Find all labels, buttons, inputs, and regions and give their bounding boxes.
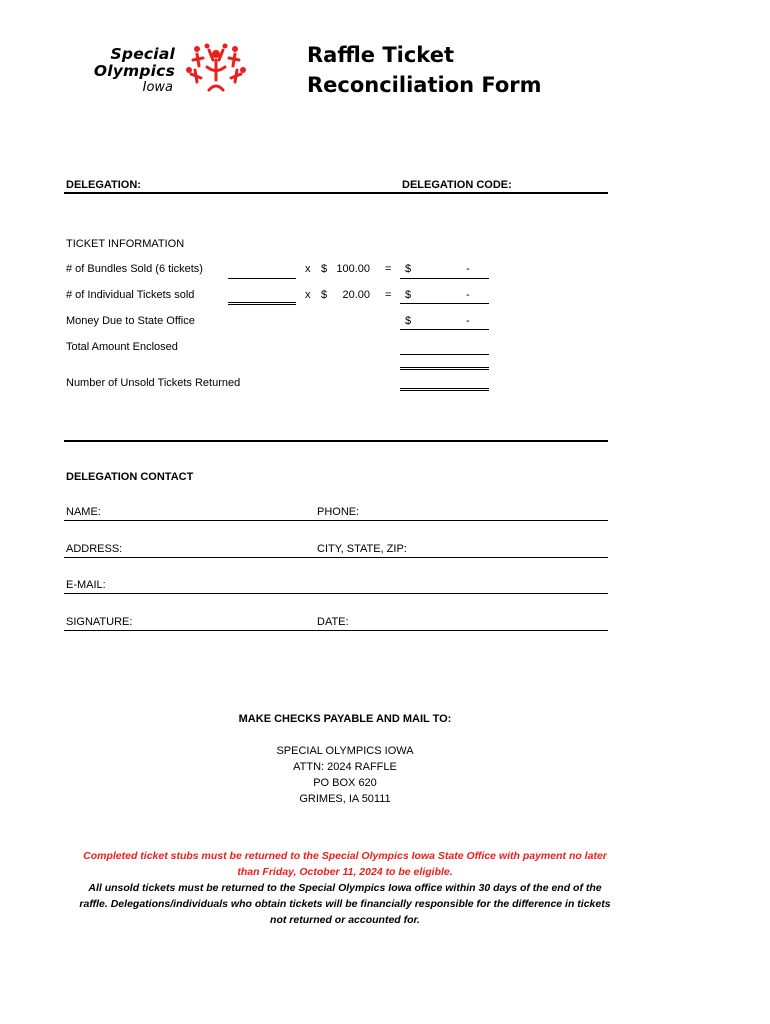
logo-region: Iowa <box>142 80 173 95</box>
individual-result-line <box>400 303 489 304</box>
unsold-returned-input[interactable] <box>400 388 489 391</box>
logo-text <box>80 46 175 95</box>
page-title <box>307 40 542 100</box>
deadline-notice <box>0 848 690 928</box>
email-field-line[interactable] <box>64 593 608 594</box>
individual-currency: $ <box>321 289 328 301</box>
name-phone-field-line[interactable] <box>64 520 608 521</box>
bundles-currency: $ <box>321 263 328 275</box>
mail-line-2: ATTN: 2024 RAFFLE <box>293 761 397 773</box>
total-enclosed-label: Total Amount Enclosed <box>66 341 178 353</box>
title-line-2: Reconciliation Form <box>307 73 542 97</box>
title-line-1: Raffle Ticket <box>307 43 454 67</box>
individual-equals-sign: = <box>385 289 392 301</box>
bundles-sold-label: # of Bundles Sold (6 tickets) <box>66 263 203 275</box>
bundles-multiply-sign: x <box>305 263 311 275</box>
signature-date-field-line[interactable] <box>64 630 608 631</box>
unsold-note-line-3: not returned or accounted for. <box>270 914 420 926</box>
individual-result-currency: $ <box>405 289 412 301</box>
delegation-label: DELEGATION: <box>66 179 141 191</box>
bundles-sold-input[interactable] <box>228 278 296 279</box>
address-label: ADDRESS: <box>66 543 123 555</box>
money-due-value: - <box>466 315 470 327</box>
total-enclosed-input[interactable] <box>400 367 489 370</box>
mail-line-3: PO BOX 620 <box>313 777 377 789</box>
bundles-result-line <box>400 278 489 279</box>
contact-heading: DELEGATION CONTACT <box>66 471 194 483</box>
mail-line-4: GRIMES, IA 50111 <box>299 793 391 805</box>
individual-result-value: - <box>466 289 470 301</box>
bundles-result-value: - <box>466 263 470 275</box>
individual-tickets-label: # of Individual Tickets sold <box>66 289 195 301</box>
delegation-code-label: DELEGATION CODE: <box>402 179 512 191</box>
name-label: NAME: <box>66 506 101 518</box>
ticket-info-heading: TICKET INFORMATION <box>66 238 185 250</box>
logo-word-olympics: Olympics <box>93 62 175 80</box>
individual-tickets-input[interactable] <box>228 302 296 305</box>
mail-address <box>0 743 690 807</box>
bundles-result-currency: $ <box>405 263 412 275</box>
date-label: DATE: <box>317 616 349 628</box>
mail-heading: MAKE CHECKS PAYABLE AND MAIL TO: <box>238 713 452 725</box>
signature-label: SIGNATURE: <box>66 616 133 628</box>
individual-multiply-sign: x <box>305 289 311 301</box>
city-state-zip-label: CITY, STATE, ZIP: <box>317 543 407 555</box>
money-due-line <box>400 329 489 330</box>
unsold-note-line-1: All unsold tickets must be returned to the Special Olympics Iowa office within 30 days of the end of the <box>88 882 602 894</box>
total-enclosed-topline <box>400 354 489 355</box>
logo-word-special: Special <box>110 45 175 63</box>
delegation-field-line[interactable] <box>64 192 608 194</box>
money-due-label: Money Due to State Office <box>66 315 195 327</box>
section-divider <box>64 440 608 442</box>
money-due-currency: $ <box>405 315 412 327</box>
deadline-line-1: Completed ticket stubs must be returned to the Special Olympics Iowa State Office with payment no later <box>83 850 607 862</box>
bundles-equals-sign: = <box>385 263 392 275</box>
special-olympics-logo-icon <box>185 40 247 102</box>
phone-label: PHONE: <box>317 506 360 518</box>
address-field-line[interactable] <box>64 557 608 558</box>
unsold-note-line-2: raffle. Delegations/individuals who obtain tickets will be financially responsible for the difference in tickets <box>79 898 611 910</box>
deadline-line-2: than Friday, October 11, 2024 to be eligible. <box>237 866 453 878</box>
individual-price: 20.00 <box>342 289 370 301</box>
bundles-price: 100.00 <box>336 263 370 275</box>
email-label: E-MAIL: <box>66 579 106 591</box>
unsold-returned-label: Number of Unsold Tickets Returned <box>66 377 241 389</box>
mail-line-1: SPECIAL OLYMPICS IOWA <box>276 745 414 757</box>
